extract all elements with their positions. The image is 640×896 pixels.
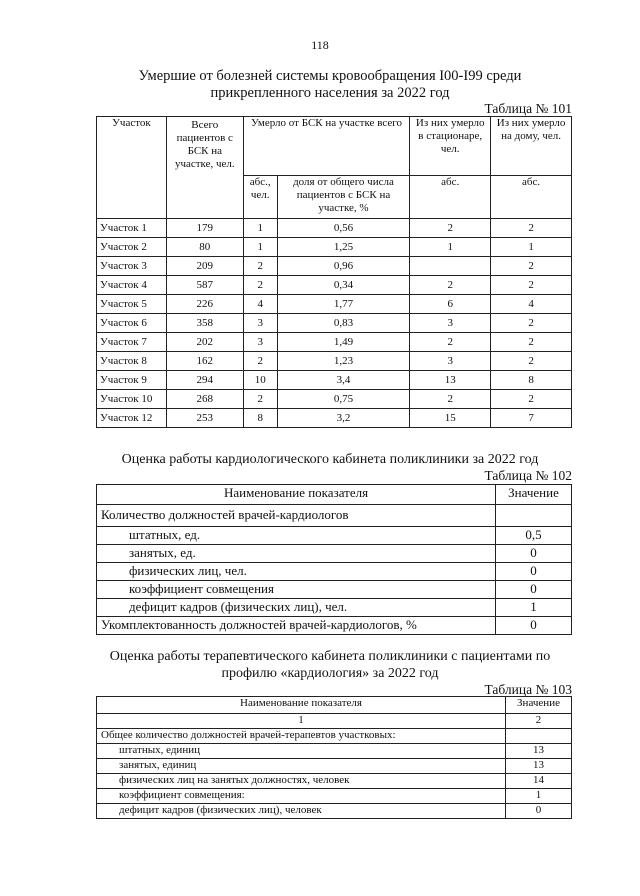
t101-header-hospital-abs: абс.	[410, 176, 491, 219]
t101-header-home-abs: абс.	[491, 176, 572, 219]
table-102	[96, 484, 572, 635]
table-row: Участок 3 209 2 0,96 2	[97, 257, 572, 276]
table-row: Участок 9 294 10 3,4 13 8	[97, 371, 572, 390]
page-number: 118	[311, 38, 329, 52]
table-row: Участок 2 80 1 1,25 1 1	[97, 238, 572, 257]
t102-header-name: Наименование показателя	[97, 485, 496, 505]
table-row: коэффициент совмещения: 1	[97, 789, 572, 804]
t101-label: Таблица № 101	[484, 101, 572, 116]
t101-header-total: Всего пациентов с БСК на участке, чел.	[166, 117, 243, 219]
table-row: Участок 7 202 3 1,49 2 2	[97, 333, 572, 352]
table-row: Участок 8 162 2 1,23 3 2	[97, 352, 572, 371]
t103-header-name: Наименование показателя	[97, 697, 506, 714]
table-row: Участок 5 226 4 1,77 6 4	[97, 295, 572, 314]
table-row: Участок 4 587 2 0,34 2 2	[97, 276, 572, 295]
table-row: физических лиц на занятых должностях, человек 14	[97, 774, 572, 789]
t103-title-line1: Оценка работы терапевтического кабинета поликлиники с пациентами по	[109, 649, 551, 664]
table-103	[96, 696, 572, 819]
table-row: Участок 12 253 8 3,2 15 7	[97, 409, 572, 428]
t101-header-share: доля от общего числа пациентов с БСК на участке, %	[277, 176, 410, 219]
t102-label: Таблица № 102	[484, 468, 572, 483]
t103-group-row: Общее количество должностей врачей-терапевтов участковых:	[97, 729, 506, 744]
t102-header-value: Значение	[496, 485, 572, 505]
t101-header-abs: абс., чел.	[243, 176, 277, 219]
t102-group-row: Количество должностей врачей-кардиологов	[97, 505, 496, 527]
table-row: Участок 6 358 3 0,83 3 2	[97, 314, 572, 333]
table-row: дефицит кадров (физических лиц), человек 0	[97, 804, 572, 819]
table-row: Участок 10 268 2 0,75 2 2	[97, 390, 572, 409]
t101-header-hospital: Из них умерло в стационаре, чел.	[410, 117, 491, 176]
t101-title-line1: Умершие от болезней системы кровообращения I00-I99 среди	[138, 68, 522, 84]
t101-title-line2: прикрепленного населения за 2022 год	[210, 85, 450, 101]
table-row: занятых, единиц 13	[97, 759, 572, 774]
table-row: штатных, единиц 13	[97, 744, 572, 759]
table-row: штатных, ед. 0,5	[97, 527, 572, 545]
table-row: дефицит кадров (физических лиц), чел. 1	[97, 599, 572, 617]
t103-label: Таблица № 103	[484, 682, 572, 697]
t101-header-home: Из них умерло на дому, чел.	[491, 117, 572, 176]
t103-title-line2: профилю «кардиология» за 2022 год	[221, 666, 439, 681]
table-row: Участок 1 179 1 0,56 2 2	[97, 219, 572, 238]
table-row: Укомплектованность должностей врачей-кардиологов, % 0	[97, 617, 572, 635]
t103-colnum-1: 1	[97, 714, 506, 729]
table-row: физических лиц, чел. 0	[97, 563, 572, 581]
t101-header-area: Участок	[97, 117, 167, 219]
table-101	[96, 116, 572, 428]
t103-header-value: Значение	[506, 697, 572, 714]
table-row: занятых, ед. 0	[97, 545, 572, 563]
t103-colnum-2: 2	[506, 714, 572, 729]
t101-header-died: Умерло от БСК на участке всего	[243, 117, 410, 176]
t102-title: Оценка работы кардиологического кабинета поликлиники за 2022 год	[121, 452, 539, 467]
table-row: коэффициент совмещения 0	[97, 581, 572, 599]
